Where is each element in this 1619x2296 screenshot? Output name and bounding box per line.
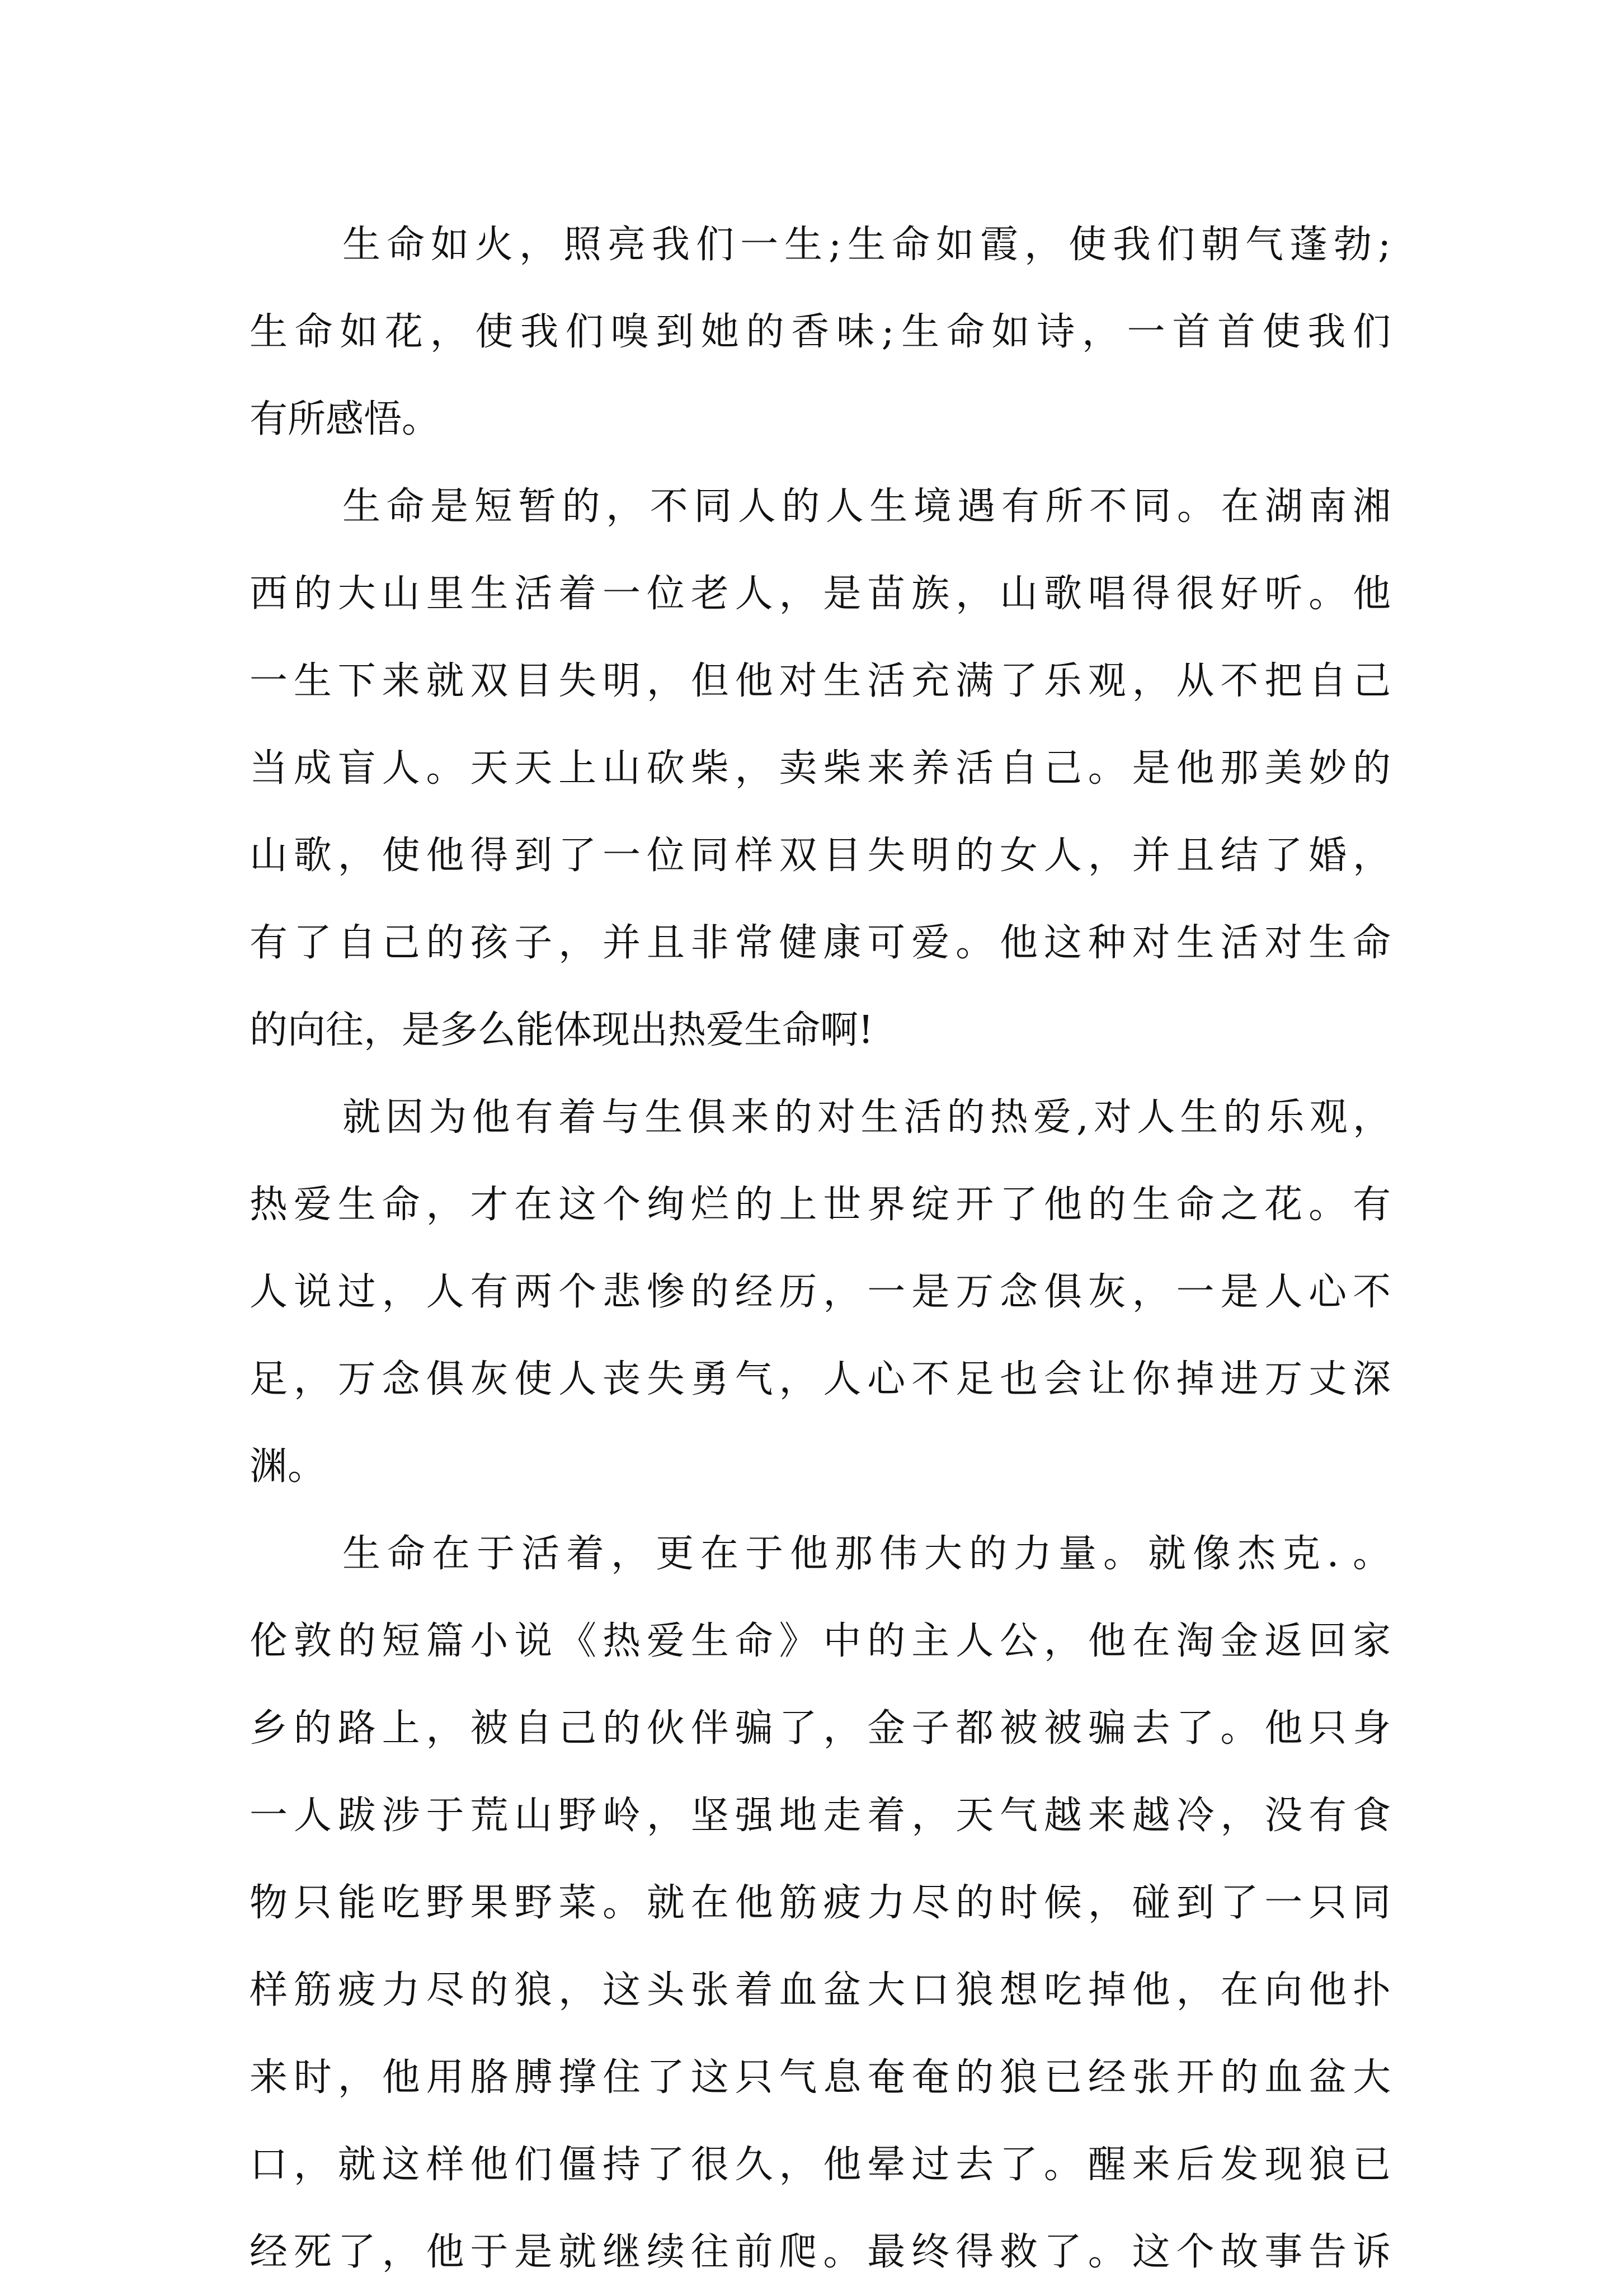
text-line: 生命如火，照亮我们一生;生命如霞，使我们朝气蓬勃;: [342, 223, 1391, 267]
document-body: [250, 201, 1391, 2296]
text-line: 乡的路上，被自己的伙伴骗了，金子都被被骗去了。他只身: [250, 1706, 1391, 1751]
paragraph-1: [250, 201, 1391, 463]
text-line: 足，万念俱灰使人丧失勇气，人心不足也会让你掉进万丈深: [250, 1357, 1391, 1401]
text-line: 山歌，使他得到了一位同样双目失明的女人，并且结了婚，: [250, 834, 1391, 878]
paragraph-4: [250, 1511, 1391, 2296]
text-line: 生命在于活着，更在于他那伟大的力量。就像杰克．。: [342, 1532, 1391, 1576]
text-line: 口，就这样他们僵持了很久，他晕过去了。醒来后发现狼已: [250, 2143, 1391, 2187]
text-line: 有所感悟。: [250, 397, 440, 441]
text-line: 伦敦的短篇小说《热爱生命》中的主人公，他在淘金返回家: [250, 1619, 1391, 1663]
paragraph-2: [250, 463, 1391, 1074]
text-line: 生命如花，使我们嗅到她的香味;生命如诗，一首首使我们: [250, 310, 1391, 354]
text-line: 渊。: [250, 1445, 326, 1489]
text-line: 一生下来就双目失明，但他对生活充满了乐观，从不把自己: [250, 659, 1391, 703]
paragraph-3: [250, 1074, 1391, 1511]
text-line: 来时，他用胳膊撑住了这只气息奄奄的狼已经张开的血盆大: [250, 2055, 1391, 2100]
text-line: 有了自己的孩子，并且非常健康可爱。他这种对生活对生命: [250, 921, 1391, 965]
text-line: 生命是短暂的，不同人的人生境遇有所不同。在湖南湘: [342, 484, 1391, 529]
text-line: 就因为他有着与生俱来的对生活的热爱,对人生的乐观，: [342, 1095, 1391, 1140]
text-line: 样筋疲力尽的狼，这头张着血盆大口狼想吃掉他，在向他扑: [250, 1968, 1391, 2012]
text-line: 的向往，是多么能体现出热爱生命啊!: [250, 1008, 874, 1052]
text-line: 一人跋涉于荒山野岭，坚强地走着，天气越来越冷，没有食: [250, 1794, 1391, 1838]
text-line: 西的大山里生活着一位老人，是苗族，山歌唱得很好听。他: [250, 572, 1391, 616]
text-line: 热爱生命，才在这个绚烂的上世界绽开了他的生命之花。有: [250, 1183, 1391, 1227]
text-line: 物只能吃野果野菜。就在他筋疲力尽的时候，碰到了一只同: [250, 1881, 1391, 1925]
text-line: 人说过，人有两个悲惨的经历，一是万念俱灰，一是人心不: [250, 1270, 1391, 1314]
text-line: 当成盲人。天天上山砍柴，卖柴来养活自己。是他那美妙的: [250, 746, 1391, 791]
text-line: 经死了，他于是就继续往前爬。最终得救了。这个故事告诉: [250, 2230, 1391, 2274]
